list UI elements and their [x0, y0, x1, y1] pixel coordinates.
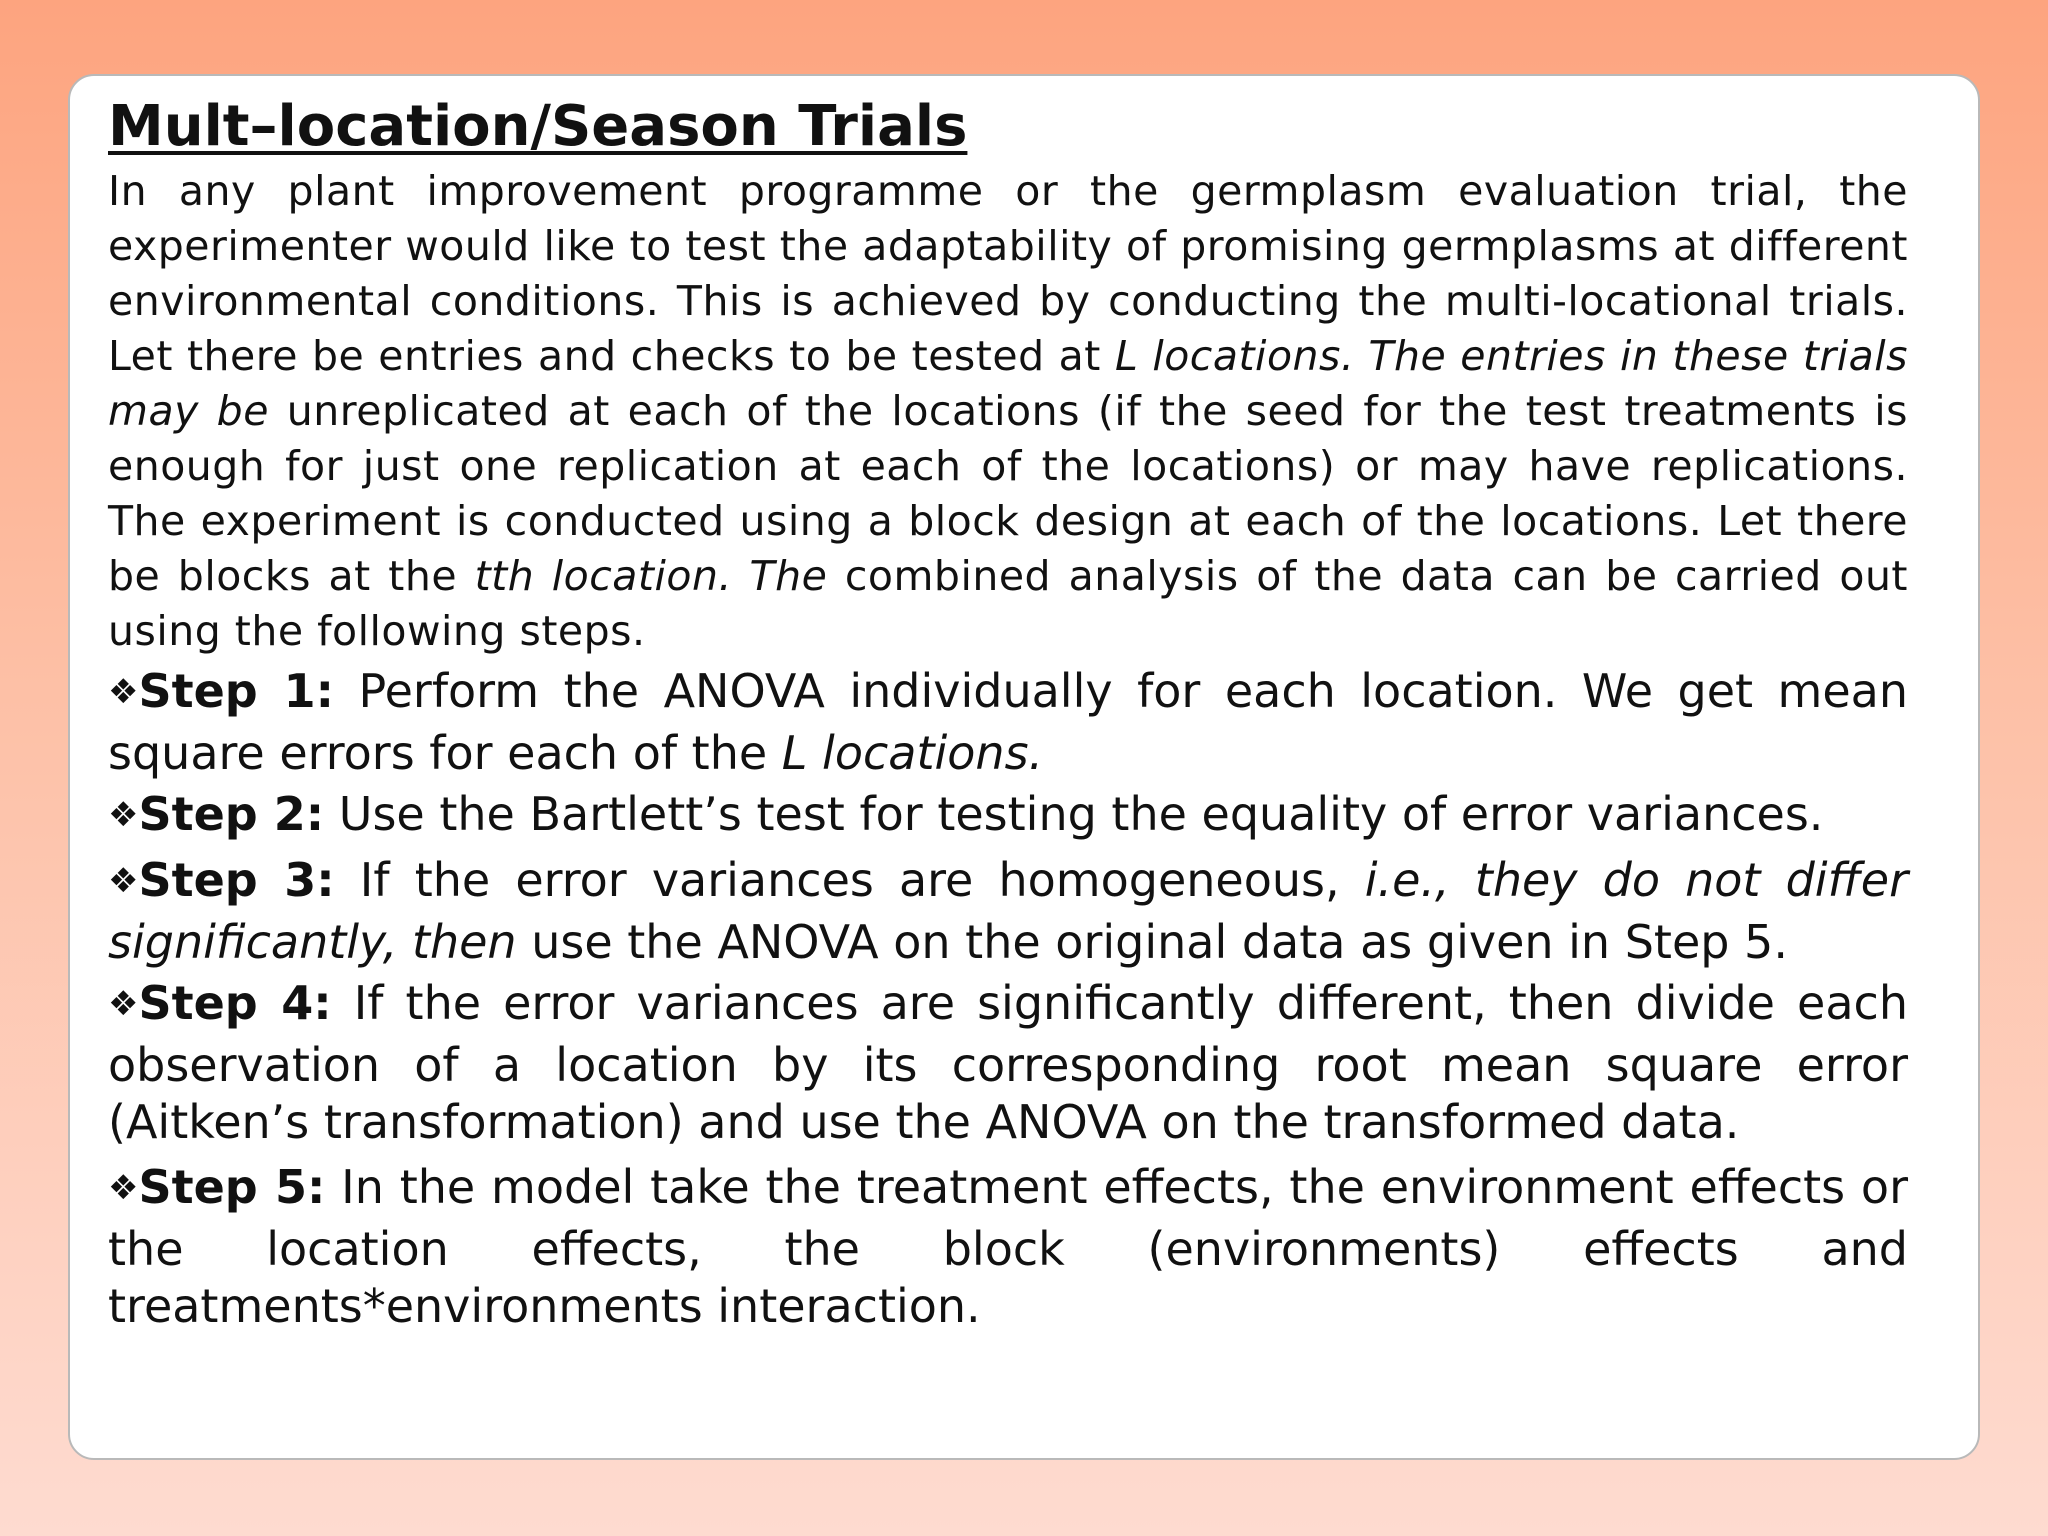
- diamond-bullet-icon: ❖: [108, 984, 139, 1024]
- step-1-label: Step 1:: [138, 664, 335, 718]
- step-4: [108, 975, 1908, 1151]
- step-1-italic: L locations.: [781, 726, 1044, 780]
- intro-italic-1: L locations. The entries in these trials may be: [108, 332, 1908, 435]
- step-4-text: If the error variances are significantly different, then divide each observation of a location by its corresponding root mean square error (Aitken’s transformation) and use the ANOVA on the transformed data.: [108, 976, 1908, 1149]
- step-3-label: Step 3:: [138, 853, 335, 907]
- intro-text-3: combined analysis of the data can be carried out using the following steps.: [108, 552, 1909, 655]
- step-4-label: Step 4:: [138, 976, 332, 1030]
- intro-text-1: In any plant improvement programme or the germplasm evaluation trial, the experimenter would like to test the adaptability of promising germplasms at different environmental conditions. This is achieved by conducting the multi-locational trials. Let there be entries and checks to be tested at: [108, 167, 1908, 380]
- diamond-bullet-icon: ❖: [108, 795, 139, 835]
- diamond-bullet-icon: ❖: [108, 1168, 139, 1208]
- step-5: [108, 1159, 1908, 1335]
- diamond-bullet-icon: ❖: [108, 861, 139, 901]
- slide-card: [68, 74, 1980, 1460]
- step-3-italic: i.e., they do not differ significantly, then: [108, 853, 1908, 969]
- step-5-label: Step 5:: [138, 1160, 326, 1214]
- step-3-text: If the error variances are homogeneous,: [334, 853, 1365, 907]
- intro-paragraph: [108, 164, 1908, 659]
- step-1-text: Perform the ANOVA individually for each location. We get mean square errors for each of the: [108, 664, 1908, 780]
- slide-content: [108, 94, 1908, 1339]
- intro-text-2: unreplicated at each of the locations (if the seed for the test treatments is enough for just one replication at each of the locations) or may have replications. The experiment is conducted using a block design at each of the locations. Let there be blocks at the: [108, 387, 1908, 600]
- step-2-label: Step 2:: [138, 787, 325, 841]
- step-2: [108, 786, 1908, 848]
- step-3-text-2: use the ANOVA on the original data as given in Step 5.: [516, 915, 1788, 969]
- step-3: [108, 852, 1908, 971]
- slide-title: Mult–location/Season Trials: [108, 94, 968, 159]
- intro-italic-2: tth location. The: [474, 552, 828, 600]
- step-5-text: In the model take the treatment effects, the environment effects or the location effects, the block (environments) effects and treatments*environments interaction.: [108, 1160, 1908, 1333]
- step-1: [108, 663, 1908, 782]
- step-2-text: Use the Bartlett’s test for testing the equality of error variances.: [324, 787, 1824, 841]
- diamond-bullet-icon: ❖: [108, 672, 139, 712]
